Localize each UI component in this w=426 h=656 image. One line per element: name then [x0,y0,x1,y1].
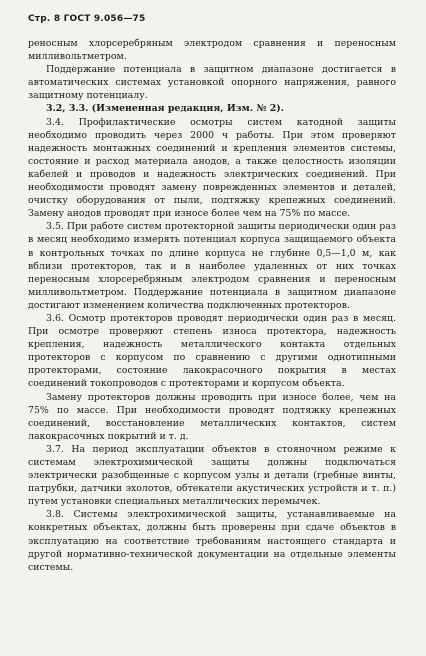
paragraph-protector-replacement: Замену протекторов должны проводить при износе более, чем на 75% по массе. При необходимости проводят подтяжку крепежных соединений, восстановление металлических контактов, систем лакокрасочных покрытий и т. д. [28,391,396,442]
paragraph-3-5: 3.5. При работе систем протекторной защиты периодически один раз в месяц необходимо измерять потенциал корпуса защищаемого объекта в контрольных точках по длине корпуса не глубине 0,5—1,0 м, как вблизи протекторов, так и в наиболее удаленных от них точках переносным хлорсеребряным электродом сравнения и переносным милливольтметром. Поддержание потенциала в защитном диапазоне достигают изменением количества подключенных протекторов. [28,221,396,311]
paragraph-amendment-note [28,102,396,115]
paragraph-3-4: 3.4. Профилактические осмотры систем катодной защиты необходимо проводить через 2000 ч работы. При этом проверяют надежность монтажных соединений и крепления элементов системы, состояние и расход материала анодов, а также целостность изоляции кабелей и проводов и надежность электрических соединений. При необходимости проводят замену поврежденных элементов и деталей, очистку оборудования от пыли, подтяжку крепежных соединений. Замену анодов проводят при износе более чем на 75% по массе. [28,116,396,220]
paragraph-potential-maintenance: Поддержание потенциала в защитном диапазоне достигается в автоматических системах установкой опорного напряжения, равного защитному потенциалу. [28,64,396,102]
paragraph-3-7: 3.7. На период эксплуатации объектов в стояночном режиме к системам электрохимической защиты должны подключаться электрически разобщенные с корпусом узлы и детали (гребные винты, патрубки, датчики эхолотов, обтекатели акустических устройств и т. п.) путем установки специальных металлических перемычек. [28,443,396,508]
page-header: Стр. 8 ГОСТ 9.056—75 [28,14,146,24]
paragraph-continuation: реносным хлорсеребряным электродом сравнения и переносным милливольтметром. [28,38,396,63]
amendment-text: 3.2, 3.3. (Измененная редакция, Изм. № 2). [46,103,285,115]
paragraph-3-6: 3.6. Осмотр протекторов проводят периодически один раз в месяц. При осмотре проверяют степень износа протектора, надежность крепления, надежность металлического контакта отдельных протекторов с корпусом по сравнению с другими однотипными протекторами, состояние лакокрасочного покрытия в местах соединений токопроводов с протекторами и корпусом объекта. [28,312,396,390]
paragraph-3-8: 3.8. Системы электрохимической защиты, устанавливаемые на конкретных объектах, должны быть проверены при сдаче объектов в эксплуатацию на соответствие требованиям настоящего стандарта и другой нормативно-технической документации на отдельные элементы системы. [28,509,396,573]
